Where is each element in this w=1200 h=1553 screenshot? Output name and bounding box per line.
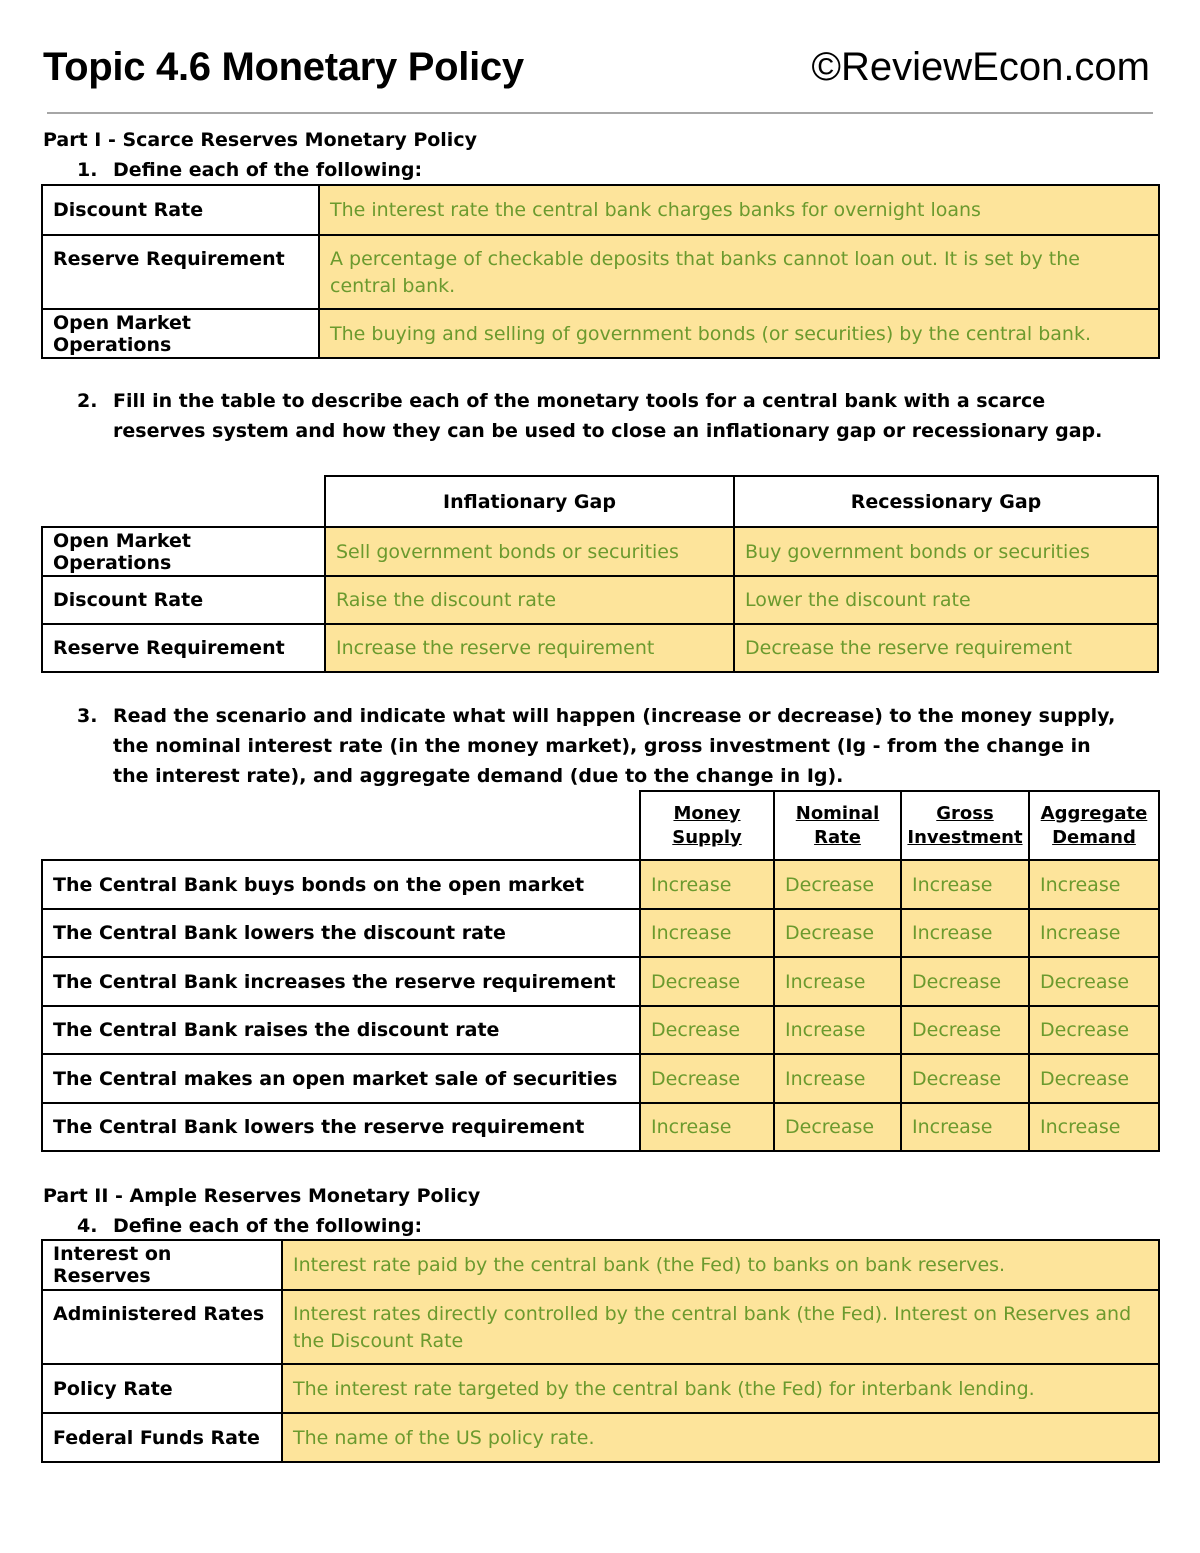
answer-cell: Increase xyxy=(901,1103,1029,1151)
table-row xyxy=(42,309,1159,358)
question-4-number: 4. xyxy=(77,1215,98,1237)
question-1-number: 1. xyxy=(77,159,98,181)
question-4 xyxy=(77,1211,1157,1241)
scenario-table xyxy=(41,790,1160,1152)
answer-cell: Increase the reserve requirement xyxy=(325,624,734,672)
question-1-text: Define each of the following: xyxy=(113,159,423,181)
answer-cell: Increase xyxy=(901,860,1029,909)
question-1 xyxy=(77,155,1157,185)
answer-cell: Increase xyxy=(1029,1103,1159,1151)
answer-cell: Lower the discount rate xyxy=(734,576,1158,624)
table-row xyxy=(42,576,1158,624)
table-row xyxy=(42,1413,1159,1462)
table-row xyxy=(42,624,1158,672)
answer-cell: Decrease xyxy=(901,1054,1029,1103)
term-cell: Open Market Operations xyxy=(42,309,319,358)
monetary-tools-table xyxy=(41,475,1159,673)
answer-cell: Decrease xyxy=(1029,1054,1159,1103)
answer-cell: Decrease xyxy=(1029,1006,1159,1054)
table-row xyxy=(42,235,1159,309)
page-title: Topic 4.6 Monetary Policy xyxy=(43,45,524,89)
scenario-cell: The Central Bank lowers the reserve requirement xyxy=(42,1103,640,1151)
column-header xyxy=(901,791,1029,860)
header-line: Money xyxy=(673,802,741,824)
answer-cell: Interest rates directly controlled by the central bank (the Fed). Interest on Reserves and the Discount Rate xyxy=(282,1290,1159,1364)
question-3-number: 3. xyxy=(77,705,98,727)
answer-cell: Raise the discount rate xyxy=(325,576,734,624)
scenario-cell: The Central makes an open market sale of securities xyxy=(42,1054,640,1103)
column-header: Inflationary Gap xyxy=(325,476,734,527)
scenario-cell: The Central Bank raises the discount rate xyxy=(42,1006,640,1054)
table-row xyxy=(42,957,1159,1006)
title-divider xyxy=(47,112,1153,114)
site-name: ©ReviewEcon.com xyxy=(811,45,1150,89)
answer-cell: Increase xyxy=(640,1103,774,1151)
question-3-text: Read the scenario and indicate what will happen (increase or decrease) to the money supply, the nominal interest rate (in the money market), gross investment (Ig - from the change in the interest rate), and aggregate demand (due to the change in Ig). xyxy=(113,705,1116,787)
answer-cell: A percentage of checkable deposits that banks cannot loan out. It is set by the central bank. xyxy=(319,235,1159,309)
table-row xyxy=(42,1364,1159,1413)
table-row xyxy=(42,185,1159,235)
tool-cell: Open Market Operations xyxy=(42,527,325,576)
answer-cell: The name of the US policy rate. xyxy=(282,1413,1159,1462)
answer-cell: Increase xyxy=(640,909,774,957)
header-line: Rate xyxy=(814,826,861,848)
answer-cell: Increase xyxy=(774,1006,901,1054)
answer-cell: Decrease xyxy=(774,1103,901,1151)
scenario-cell: The Central Bank increases the reserve requirement xyxy=(42,957,640,1006)
table-row xyxy=(42,1240,1159,1290)
table-row xyxy=(42,909,1159,957)
scenario-cell: The Central Bank lowers the discount rate xyxy=(42,909,640,957)
table-header-row xyxy=(42,791,1159,860)
table-row xyxy=(42,527,1158,576)
header-line: Investment xyxy=(907,826,1023,848)
question-2-number: 2. xyxy=(77,390,98,412)
term-cell: Interest on Reserves xyxy=(42,1240,282,1290)
column-header xyxy=(640,791,774,860)
table-row xyxy=(42,860,1159,909)
question-2 xyxy=(77,386,1117,446)
answer-cell: Decrease xyxy=(640,1054,774,1103)
answer-cell: Decrease xyxy=(774,860,901,909)
column-header: Recessionary Gap xyxy=(734,476,1158,527)
question-4-text: Define each of the following: xyxy=(113,1215,423,1237)
answer-cell: The interest rate the central bank charges banks for overnight loans xyxy=(319,185,1159,235)
table-header-row xyxy=(42,476,1158,527)
term-cell: Discount Rate xyxy=(42,185,319,235)
answer-cell: The buying and selling of government bonds (or securities) by the central bank. xyxy=(319,309,1159,358)
answer-cell: Buy government bonds or securities xyxy=(734,527,1158,576)
answer-cell: Increase xyxy=(640,860,774,909)
table-row xyxy=(42,1103,1159,1151)
answer-cell: Increase xyxy=(1029,860,1159,909)
part-1-heading: Part I - Scarce Reserves Monetary Policy xyxy=(43,129,477,151)
column-header xyxy=(1029,791,1159,860)
answer-cell: Decrease the reserve requirement xyxy=(734,624,1158,672)
table-row xyxy=(42,1054,1159,1103)
term-cell: Administered Rates xyxy=(42,1290,282,1364)
table-row xyxy=(42,1006,1159,1054)
answer-cell: Decrease xyxy=(774,909,901,957)
tool-cell: Discount Rate xyxy=(42,576,325,624)
answer-cell: Increase xyxy=(1029,909,1159,957)
header-line: Nominal xyxy=(795,802,880,824)
question-3 xyxy=(77,701,1127,791)
answer-cell: Increase xyxy=(774,957,901,1006)
term-cell: Policy Rate xyxy=(42,1364,282,1413)
answer-cell: Decrease xyxy=(640,957,774,1006)
answer-cell: The interest rate targeted by the central bank (the Fed) for interbank lending. xyxy=(282,1364,1159,1413)
answer-cell: Decrease xyxy=(640,1006,774,1054)
header-line: Gross xyxy=(936,802,994,824)
answer-cell: Increase xyxy=(901,909,1029,957)
definitions-table-1 xyxy=(41,184,1160,359)
header-line: Aggregate xyxy=(1040,802,1148,824)
scenario-cell: The Central Bank buys bonds on the open market xyxy=(42,860,640,909)
term-cell: Reserve Requirement xyxy=(42,235,319,309)
answer-cell: Increase xyxy=(774,1054,901,1103)
answer-cell: Decrease xyxy=(901,957,1029,1006)
empty-corner-cell xyxy=(42,791,640,860)
empty-corner-cell xyxy=(42,476,325,527)
definitions-table-2 xyxy=(41,1239,1160,1463)
column-header xyxy=(774,791,901,860)
header-line: Demand xyxy=(1052,826,1136,848)
header-line: Supply xyxy=(672,826,742,848)
answer-cell: Decrease xyxy=(901,1006,1029,1054)
part-2-heading: Part II - Ample Reserves Monetary Policy xyxy=(43,1185,481,1207)
term-cell: Federal Funds Rate xyxy=(42,1413,282,1462)
answer-cell: Sell government bonds or securities xyxy=(325,527,734,576)
answer-cell: Interest rate paid by the central bank (the Fed) to banks on bank reserves. xyxy=(282,1240,1159,1290)
answer-cell: Decrease xyxy=(1029,957,1159,1006)
table-row xyxy=(42,1290,1159,1364)
tool-cell: Reserve Requirement xyxy=(42,624,325,672)
question-2-text: Fill in the table to describe each of the monetary tools for a central bank with a scarce reserves system and how they can be used to close an inflationary gap or recessionary gap. xyxy=(113,390,1103,442)
